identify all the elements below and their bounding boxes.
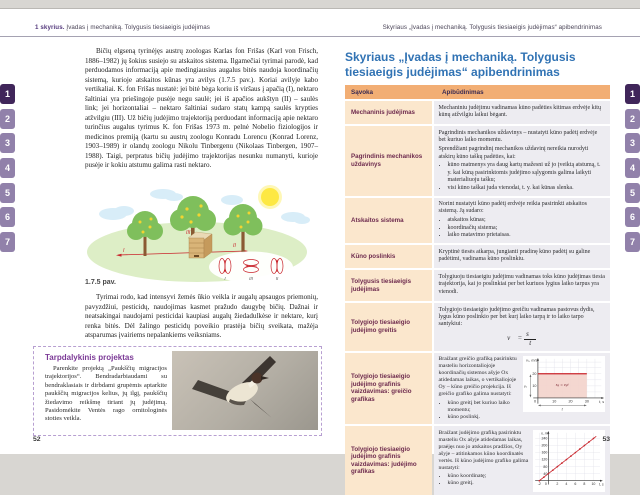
term-cell: Tolygiojo tiesiaeigio judėjimo greitis [345,303,432,351]
header-rule [0,36,640,37]
page-number-left: 52 [33,436,41,443]
svg-text:80: 80 [543,464,547,468]
svg-text:t, s: t, s [599,400,604,404]
bird-photo [172,351,318,430]
table-row [345,198,610,244]
table-row [345,353,610,425]
svg-text:III: III [249,276,254,281]
summary-title: Skyriaus „Įvadas į mechaniką. Tolygusis tiesiaeigis judėjimas“ apibendrinimas [345,50,605,80]
chapter-tabs-left [0,84,15,252]
chapter-tab-4[interactable]: 4 [0,158,15,178]
chapter-tab-5[interactable]: 5 [0,183,15,203]
description-cell: Tolygiuoju tiesiaeigiu judėjimu vadinamas toks kūno judėjimas tiesia trajektorija, kai jo poslinkiai per bet kuriuos lygius laiko tarpus yra vienodi. [434,270,611,301]
table-row [345,303,610,351]
project-box-body: Parenkite projektą „Paukščių migracijos trajektorijos“. Bendradarbiaudami su bendraklasiais ir dirbdami grupėmis aptarkite paukščių migracijos kelius, jų ilgį, paukščių žiedavimo reikšmę tiriant jų judėjimą. Pasidomėkite Ventės rago ornitologinės stoties veikla. [45,365,167,424]
description-cell: Pagrindinis mechanikos uždavinys – nustatyti kūno padėtį erdvėje bet kuriuo laiko momentu. Sprendžiant pagrindinį mechanikos uždavinį nereikia nurodyti atskirų kūno taškų padėties, kai: • kūno matmenys yra daug kartų mažesni už jo įveiktą atstumą, t. y. kai kūną pasirinktomis judėjimo sąlygomis galima laikyti materialiuoju tašku; • visi kūno taškai juda vienodai, t. y. kai kūnas slenka. [434,126,611,195]
svg-text:10: 10 [591,482,595,486]
description-cell: Kryptinė tiesės atkarpa, jungianti pradinę kūno padėtį su galine padėtimi, vadinama kūno poslinkiu. [434,245,611,268]
svg-text:10: 10 [552,400,556,404]
body-paragraph-frisch: Bičių elgseną tyrinėjęs austrų zoologas Karlas fon Frišas (Karl von Frisch, 1886–1982) jų šokius susiejo su atskaitos sistema. Ilgamečiai tyrimai parodė, kad perduodamos informaciją apie medingiausius augalus bitės naudoja koordinačių sistemą, kurioje atskaitos kūnas yra avilys (1.7.5 pav.). Koriai avilyje kabo vertikaliai. K. fon Frišas nustatė: jei bitė bėga koriu iš viršaus į apačią (I), nektaro šaltiniai yra priešingoje pusėje negu saulė; jei iš apačios aukštyn (II) – saulės link; jei horizontaliai – nektaro šaltiniai sudaro statų kampą saulės krypties atžvilgiu (III). Už bičių judėjimo trajektoriją perduodant informaciją apie nektaro turinčius augalus tyrimus K. fon Frišas 1973 m. pelnė Nobelio fiziologijos ir medicinos premiją (kartu su austrų zoologu Konradu Lorencu (Konrad Lorenz, 1903–1989) ir olandų zoologu Nikolu Tinbergenu (Nikolaas Tinbergen, 1907–1988). Taigi, perpratus bičių judėjimo trajektorijas nesunku numanyti, kurioje pusėje ir kokiu atstumu galima rasti nektaro. [85,47,318,171]
chapter-number-label: 1 skyrius. [35,24,65,31]
column-header-term: Sąvoka [345,89,437,96]
bee-dance-diagram [209,252,293,283]
running-header-right: Skyriaus „Įvadas į mechaniką. Tolygusis tiesiaeigis judėjimas“ apibendrinimas [383,24,602,31]
description-cell: Tolygiojo tiesiaeigio judėjimo greičiu vadinamas pastovus dydis, lygus kūno poslinkio per bet kurį laiko tarpą ir to laiko tarpo santykiui: v⃗ = $\frac{s⃗}{t}$ [434,303,611,351]
meadow-illustration [85,184,318,286]
chapter-tab-1[interactable]: 1 [0,84,15,104]
svg-text:240: 240 [541,436,547,440]
svg-text:8: 8 [583,482,585,486]
running-header-left [35,24,210,31]
beehive [188,232,212,258]
svg-text:120: 120 [541,457,547,461]
chapter-tab-3-right[interactable]: 3 [625,133,640,153]
term-cell: Atskaitos sistema [345,198,432,244]
svg-text:20: 20 [568,400,572,404]
svg-text:40: 40 [543,472,547,476]
page-number-right: 53 [602,436,610,443]
term-cell: Pagrindinis mechanikos uždavinys [345,126,432,195]
chapter-tab-2[interactable]: 2 [0,109,15,129]
chapter-tabs-right [625,84,640,252]
svg-text:vₓ: vₓ [524,384,528,388]
svg-text:vₓ, m/s: vₓ, m/s [526,359,537,363]
description-cell: Braižant judėjimo grafiką pasirinktu masteliu Ox ašyje atidedamas laikas, praėjęs nuo jo atskaitos pradžios, Oy ašyje – atitinkamos kūno koordinatės vertės. Iš kūno judėjimo grafiko galima nustatyti: • kūno koordinatę; • kūno greitį. x, m t, s -2 0 2 4 6 8 10 40 80 120 160 200 240 [434,426,611,495]
figure-caption: 1.7.5 pav. [85,279,116,286]
table-row [345,126,610,195]
chapter-tab-2-right[interactable]: 2 [625,109,640,129]
interdisciplinary-project-box [33,346,322,436]
chapter-tab-1-right[interactable]: 1 [625,84,640,104]
table-row [345,101,610,124]
project-box-title: Tarpdalykinis projektas [45,353,134,362]
chapter-tab-6[interactable]: 6 [0,207,15,227]
chapter-tab-5-right[interactable]: 5 [625,183,640,203]
description-cell: Norint nustatyti kūno padėtį erdvėje reikia pasirinkti atskaitos sistemą. Ją sudaro: • atskaitos kūnas; • koordinačių sistema; • laiko matavimo prietaisas. [434,198,611,244]
velocity-graph [523,356,605,412]
svg-text:sₓ = vₓt: sₓ = vₓt [556,382,570,387]
chapter-tab-7[interactable]: 7 [0,232,15,252]
svg-text:0: 0 [534,400,536,404]
chapter-tab-3[interactable]: 3 [0,133,15,153]
svg-text:200: 200 [541,443,547,447]
term-cell: Tolygusis tiesiaeigis judėjimas [345,270,432,301]
svg-text:t, s: t, s [599,482,604,486]
chapter-title-label: Įvadas į mechaniką. Tolygusis tiesiaeigis judėjimas [65,24,210,31]
svg-text:2: 2 [556,482,558,486]
column-header-description: Apibūdinimas [437,89,610,96]
table-row [345,270,610,301]
svg-text:20: 20 [532,372,536,376]
svg-text:t: t [562,408,564,412]
table-row [345,426,610,495]
svg-text:I: I [123,248,125,254]
summary-table [345,85,610,495]
flying-duck [192,356,276,418]
description-cell: Mechaniniu judėjimu vadinamas kūno padėties kitimas erdvėje kitų kūnų atžvilgiu laikui bėgant. [434,101,611,124]
term-cell: Tolygiojo tiesiaeigio judėjimo grafinis vaizdavimas: greičio grafikas [345,353,432,425]
term-cell: Tolygiojo tiesiaeigio judėjimo grafinis vaizdavimas: judėjimo grafikas [345,426,432,495]
svg-text:II: II [276,276,279,281]
svg-text:6: 6 [574,482,576,486]
velocity-formula: v⃗ = $\frac{s⃗}{t}$ [439,331,606,347]
chapter-tab-6-right[interactable]: 6 [625,207,640,227]
motion-graph [533,430,605,492]
table-row [345,245,610,268]
term-cell: Kūno poslinkis [345,245,432,268]
body-paragraph-pesticides: Tyrimai rodo, kad intensyvi žemės ūkio veikla ir augalų apsaugos priemonių, pavyzdžiui, pesticidų, naudojimas kasmet pražudo daugybę bičių. Dažnai ir neatsakingai naudojami pesticidai kaupiasi augalų žiedadulkėse ir nektare, kurį renka bitės. Dėl žalingo pesticidų poveikio prastėja bičių sveikata, mažėja atsparumas įvairiems nepalankiems veiksniams. [85,293,318,341]
svg-text:10: 10 [532,384,536,388]
svg-text:II: II [233,243,236,249]
chapter-tab-7-right[interactable]: 7 [625,232,640,252]
svg-text:I: I [224,276,226,281]
description-cell: Braižant greičio grafiką pasirinktu masteliu horizontaliojoje koordinačių sistemos ašyje Ox atidedamas laikas, o vertikaliojoje Oy – kūno greičio projekcija. Iš greičio grafiko galima nustatyti: • kūno greitį bet kuriuo laiko momentu; • kūno poslinkį. sₓ = vₓt vₓ, m/s t, s 0 10 20 30 10 20 vₓ t [434,353,611,425]
svg-text:4: 4 [565,482,567,486]
chapter-tab-4-right[interactable]: 4 [625,158,640,178]
sun-icon [258,185,282,209]
svg-text:30: 30 [585,400,589,404]
svg-text:160: 160 [541,450,547,454]
svg-text:-2: -2 [538,482,541,486]
svg-text:III: III [186,230,191,236]
svg-text:x, m: x, m [540,431,548,435]
term-cell: Mechaninis judėjimas [345,101,432,124]
book-spread [0,8,640,454]
svg-text:0: 0 [545,482,547,486]
table-header-row [345,85,610,99]
